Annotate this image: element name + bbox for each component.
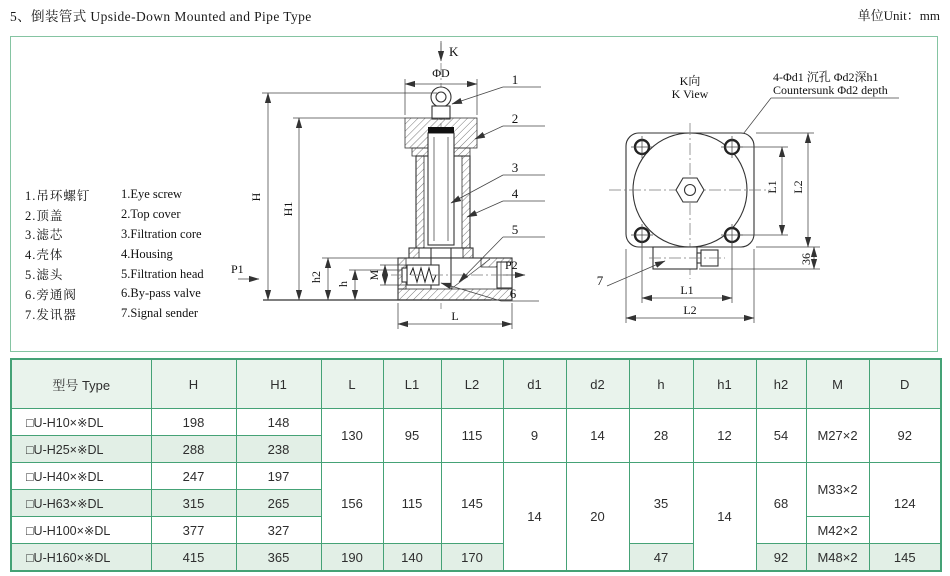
cell: M48×2: [806, 544, 869, 572]
parts-list: [25, 185, 204, 324]
k-view-title-cn: K向: [679, 74, 701, 88]
table-row: [11, 463, 941, 490]
dim-L-label: L: [451, 309, 459, 323]
dim-L: [398, 303, 512, 329]
spec-table: [10, 358, 942, 572]
part-name-en: 6.By-pass valve: [121, 286, 201, 301]
part-name-cn: 2.顶盖: [25, 208, 64, 223]
parts-list-item: [25, 284, 204, 304]
callout-6: 6: [509, 286, 517, 301]
cell-type: □U-H100×※DL: [11, 517, 151, 544]
col-header-L2: L2: [441, 359, 503, 409]
cell: 14: [503, 463, 566, 572]
cell: 115: [441, 409, 503, 463]
spec-table-container: [10, 358, 940, 572]
parts-list-item: [25, 225, 204, 245]
parts-list-item: [25, 185, 204, 205]
callout-2: 2: [511, 111, 519, 126]
cell-type: □U-H25×※DL: [11, 436, 151, 463]
cell: 288: [151, 436, 236, 463]
dim-phi-d-label: ΦD: [432, 66, 450, 80]
cell: 20: [566, 463, 629, 572]
k-view-title-en: K View: [671, 87, 709, 101]
dim-L2-label: L2: [683, 303, 697, 317]
part-name-cn: 5.滤头: [25, 268, 64, 283]
callout-7: 7: [596, 273, 604, 288]
part-name-en: 3.Filtration core: [121, 226, 202, 241]
cell: 170: [441, 544, 503, 572]
callout-4: 4: [511, 186, 519, 201]
k-direction-label: K: [449, 44, 459, 59]
cell: 140: [383, 544, 441, 572]
parts-list-item: [25, 264, 204, 284]
table-row: [11, 544, 941, 572]
dim-L2-vertical-label: L2: [791, 180, 805, 194]
col-header-h1: h1: [693, 359, 756, 409]
cell: 12: [693, 409, 756, 463]
part-name-en: 5.Filtration head: [121, 266, 204, 281]
cell: 315: [151, 490, 236, 517]
cell: 115: [383, 463, 441, 544]
header-row: [11, 359, 941, 409]
parts-list-item: [25, 304, 204, 324]
port-p1-label: P1: [231, 262, 244, 276]
col-header-d1: d1: [503, 359, 566, 409]
dim-M-label: M: [367, 269, 381, 281]
part-name-en: 4.Housing: [121, 246, 173, 261]
parts-list-item: [25, 244, 204, 264]
part-name-cn: 1.吊环螺钉: [25, 188, 91, 203]
dim-h2-label: h2: [309, 271, 323, 283]
diagram-panel: [10, 36, 938, 352]
unit-label: 单位Unit：mm: [857, 8, 940, 23]
cell: 35: [629, 463, 693, 544]
title-bar: [10, 5, 940, 25]
cell-type: □U-H10×※DL: [11, 409, 151, 436]
part-name-en: 7.Signal sender: [121, 306, 199, 321]
eye-screw: [431, 87, 451, 119]
cell: M27×2: [806, 409, 869, 463]
filtration-core: [428, 127, 454, 245]
col-header-type: 型号 Type: [11, 359, 151, 409]
front-view: [231, 41, 545, 329]
cell-type: □U-H160×※DL: [11, 544, 151, 572]
table-row: [11, 409, 941, 436]
cell: 68: [756, 463, 806, 544]
cell: 92: [869, 409, 941, 463]
col-header-H1: H1: [236, 359, 321, 409]
cell: 198: [151, 409, 236, 436]
cell-type: □U-H40×※DL: [11, 463, 151, 490]
cell: 145: [869, 544, 941, 572]
col-header-M: M: [806, 359, 869, 409]
callout-5: 5: [511, 222, 519, 237]
cell: M42×2: [806, 517, 869, 544]
port-p2-label: P2: [505, 258, 518, 272]
col-header-L: L: [321, 359, 383, 409]
dim-L1-vertical-label: L1: [765, 180, 779, 194]
parts-list-item: [25, 205, 204, 225]
cell: 190: [321, 544, 383, 572]
callout-3: 3: [511, 160, 519, 175]
part-name-cn: 6.旁通阀: [25, 287, 77, 302]
col-header-L1: L1: [383, 359, 441, 409]
page-title: 5、倒装管式 Upside-Down Mounted and Pipe Type: [10, 9, 312, 24]
dim-36-label: 36: [799, 253, 813, 265]
cell-type: □U-H63×※DL: [11, 490, 151, 517]
cell: 130: [321, 409, 383, 463]
dim-L1-label: L1: [680, 283, 694, 297]
cell: 415: [151, 544, 236, 572]
cell: 377: [151, 517, 236, 544]
callout-1: 1: [511, 72, 519, 87]
cell: 124: [869, 463, 941, 544]
cell: 14: [566, 409, 629, 463]
cell: 365: [236, 544, 321, 572]
cell: 54: [756, 409, 806, 463]
col-header-h2: h2: [756, 359, 806, 409]
dim-H-label: H: [249, 192, 263, 202]
k-view: [597, 69, 899, 323]
cell: 145: [441, 463, 503, 544]
cell: 47: [629, 544, 693, 572]
countersink-note-en: Countersunk Φd2 depth: [773, 83, 888, 97]
part-name-cn: 3.滤芯: [25, 228, 64, 243]
cell: 148: [236, 409, 321, 436]
cell: 247: [151, 463, 236, 490]
cell: 156: [321, 463, 383, 544]
col-header-h: h: [629, 359, 693, 409]
cell: 92: [756, 544, 806, 572]
cell: 197: [236, 463, 321, 490]
col-header-H: H: [151, 359, 236, 409]
dim-H1-label: H1: [281, 201, 295, 217]
signal-sender: [649, 247, 725, 269]
cell: 28: [629, 409, 693, 463]
part-name-cn: 7.发讯器: [25, 307, 77, 322]
cell: 95: [383, 409, 441, 463]
callout-7-leader: [607, 261, 665, 286]
countersink-note-cn: 4-Φd1 沉孔 Φd2深h1: [773, 70, 879, 84]
part-name-en: 2.Top cover: [121, 207, 181, 222]
part-name-en: 1.Eye screw: [121, 187, 183, 202]
col-header-d2: d2: [566, 359, 629, 409]
cell: 14: [693, 463, 756, 572]
dim-h-label: h: [336, 281, 350, 287]
cell: M33×2: [806, 463, 869, 517]
part-name-cn: 4.壳体: [25, 248, 64, 263]
col-header-D: D: [869, 359, 941, 409]
cell: 265: [236, 490, 321, 517]
cell: 9: [503, 409, 566, 463]
cell: 327: [236, 517, 321, 544]
cell: 238: [236, 436, 321, 463]
